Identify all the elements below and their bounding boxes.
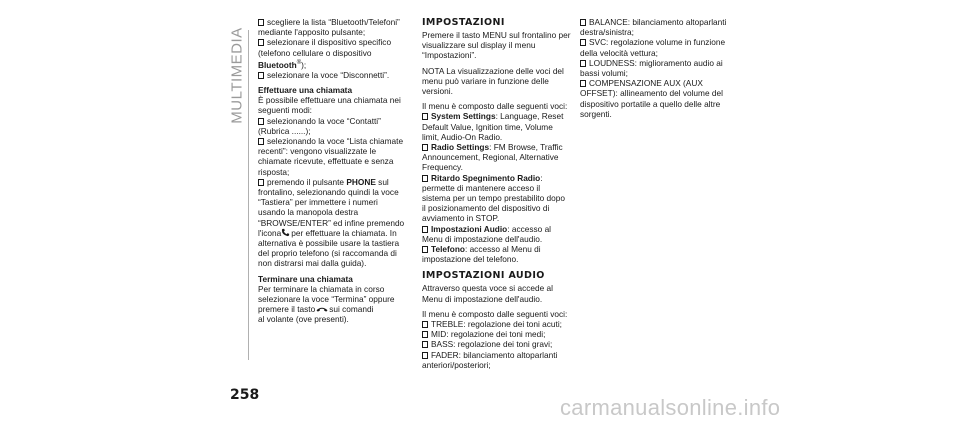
bullet-item: FADER: bilanciamento altoparlanti	[422, 350, 572, 360]
note-line: NOTA La visualizzazione delle voci del	[422, 65, 564, 76]
text-line: risposta;	[258, 166, 290, 177]
bullet-item: Telefono: accesso al Menu di	[422, 244, 572, 254]
text-line: Frequency.	[422, 162, 463, 173]
column-2	[422, 17, 572, 370]
bluetooth-label: Bluetooth	[258, 59, 297, 70]
text-line: mediante l'apposito pulsante;	[258, 27, 366, 38]
text-line: frontalino, selezionando quindi la voce	[258, 187, 399, 198]
bullet-box-icon	[422, 113, 428, 120]
bullet-item: LOUDNESS: miglioramento audio ai	[580, 58, 740, 68]
bullet-box-icon	[258, 138, 264, 145]
bullet-box-icon	[422, 321, 428, 328]
text-line: Attraverso questa voce si accede al	[422, 283, 553, 294]
text-line: Premere il tasto MENU sul frontalino per	[422, 30, 571, 40]
bullet-item: Ritardo Spegnimento Radio:	[422, 173, 572, 183]
phone-call-icon	[281, 228, 290, 237]
bullet-box-icon	[258, 19, 264, 26]
bullet-item: scegliere la lista “Bluetooth/Telefoni”	[258, 17, 408, 27]
text-line: destra/sinistra;	[580, 27, 634, 38]
text-line: “BROWSE/ENTER” ed infine premendo	[258, 217, 405, 228]
bullet-box-icon	[422, 341, 428, 348]
text-line: chiamate ricevute, effettuate e senza	[258, 156, 394, 167]
text-line: “Tastiera” per immettere i numeri	[258, 197, 378, 208]
bullet-box-icon	[422, 352, 428, 359]
bullet-item: TREBLE: regolazione dei toni acuti;	[422, 319, 572, 329]
bullet-item: COMPENSAZIONE AUX (AUX	[580, 78, 740, 88]
column-1	[258, 17, 408, 325]
bullet-item: BASS: regolazione dei toni gravi;	[422, 339, 572, 349]
text-line: selezionare la voce “Termina” oppure	[258, 294, 395, 305]
text-line: permette di mantenere acceso il	[422, 182, 541, 193]
text-line: dispositivo portatile a quello delle altre	[580, 98, 721, 109]
text-line: È possibile effettuare una chiamata nei	[258, 95, 401, 106]
bullet-box-icon	[580, 80, 586, 87]
text-line: seguenti modi:	[258, 105, 312, 116]
text-line: anteriori/posteriori;	[422, 359, 491, 370]
bullet-box-icon	[422, 175, 428, 182]
watermark: carmanualsonline.info	[560, 395, 781, 420]
text-line: Menu di impostazione dell'audio.	[422, 233, 543, 244]
bullet-item: BALANCE: bilanciamento altoparlanti	[580, 17, 740, 27]
text-line: l'icona per effettuare la chiamata. In	[258, 227, 397, 238]
bullet-item: Impostazioni Audio: accesso al	[422, 224, 572, 234]
heading-terminare-chiamata: Terminare una chiamata	[258, 273, 353, 284]
text-line: Il menu è composto dalle seguenti voci:	[422, 308, 568, 319]
bullet-box-icon	[422, 226, 428, 233]
text-line: alternativa è possibile usare la tastiera	[258, 238, 400, 249]
bullet-box-icon	[580, 19, 586, 26]
bullet-item: System Settings: Language, Reset	[422, 111, 572, 121]
bullet-item: selezionando la voce “Contatti”	[258, 116, 408, 126]
text-line: Il menu è composto dalle seguenti voci:	[422, 101, 568, 112]
text-line: impostazione del telefono.	[422, 254, 519, 265]
text-line: limit, Audio-On Radio.	[422, 131, 503, 142]
bullet-box-icon	[258, 39, 264, 46]
text-line: premere il tasto sui comandi	[258, 304, 374, 315]
phone-button-label: PHONE	[346, 176, 376, 187]
text-line: recenti”: vengono visualizzate le	[258, 146, 377, 157]
section-divider-line	[248, 30, 249, 360]
bullet-box-icon	[580, 39, 586, 46]
text-line: Per terminare la chiamata in corso	[258, 283, 385, 294]
bullet-box-icon	[258, 72, 264, 79]
text-line: Menu di impostazione dell'audio.	[422, 293, 543, 304]
text-line: avviamento in STOP.	[422, 213, 500, 224]
text-line: (telefono cellulare o dispositivo	[258, 47, 372, 58]
text-line: non distrarsi mai dalla guida).	[258, 258, 367, 269]
text-line: al volante (ove presenti).	[258, 314, 349, 325]
bullet-box-icon	[422, 331, 428, 338]
hang-up-icon	[316, 306, 328, 312]
text-line: sorgenti.	[580, 108, 612, 119]
bullet-box-icon	[258, 118, 264, 125]
bullet-box-icon	[258, 179, 264, 186]
heading-impostazioni: IMPOSTAZIONI	[422, 17, 505, 28]
bullet-box-icon	[422, 246, 428, 253]
text-line: Default Value, Ignition time, Volume	[422, 121, 553, 132]
bullet-box-icon	[422, 144, 428, 151]
text-line: bassi volumi;	[580, 68, 628, 79]
bullet-item: Radio Settings: FM Browse, Traffic	[422, 142, 572, 152]
section-side-label-text: MULTIMEDIA	[228, 26, 246, 124]
text-line: sistema per un tempo prestabilito dopo	[422, 193, 565, 204]
heading-impostazioni-audio: IMPOSTAZIONI AUDIO	[422, 270, 545, 282]
bullet-item: selezionare la voce “Disconnetti”.	[258, 70, 408, 80]
note-line: menu può variare in funzione delle	[422, 75, 549, 86]
bullet-box-icon	[580, 60, 586, 67]
page-number: 258	[230, 387, 260, 403]
text-line: il posizionamento del dispositivo di	[422, 203, 550, 214]
bullet-item: premendo il pulsante PHONE sul	[258, 177, 408, 187]
text-line: Bluetooth®);	[258, 59, 307, 70]
text-line: della velocità vettura;	[580, 47, 658, 58]
text-line: visualizzare sul display il menu	[422, 40, 536, 51]
text-line: del proprio telefono (si raccomanda di	[258, 248, 397, 259]
heading-effettuare-chiamata: Effettuare una chiamata	[258, 84, 353, 95]
text-line: OFFSET): allineamento del volume del	[580, 88, 723, 99]
bullet-item: SVC: regolazione volume in funzione	[580, 37, 740, 47]
column-3	[580, 17, 740, 119]
bullet-item: selezionando la voce “Lista chiamate	[258, 136, 408, 146]
text-line: Announcement, Regional, Alternative	[422, 152, 559, 163]
text-line: (Rubrica ......);	[258, 125, 311, 136]
bullet-item: MID: regolazione dei toni medi;	[422, 329, 572, 339]
note-line: versioni.	[422, 86, 453, 97]
text-line: “Impostazioni”.	[422, 50, 477, 61]
registered-mark: ®	[296, 59, 302, 66]
text-line: usando la manopola destra	[258, 207, 359, 218]
bullet-item: selezionare il dispositivo specifico	[258, 37, 408, 47]
